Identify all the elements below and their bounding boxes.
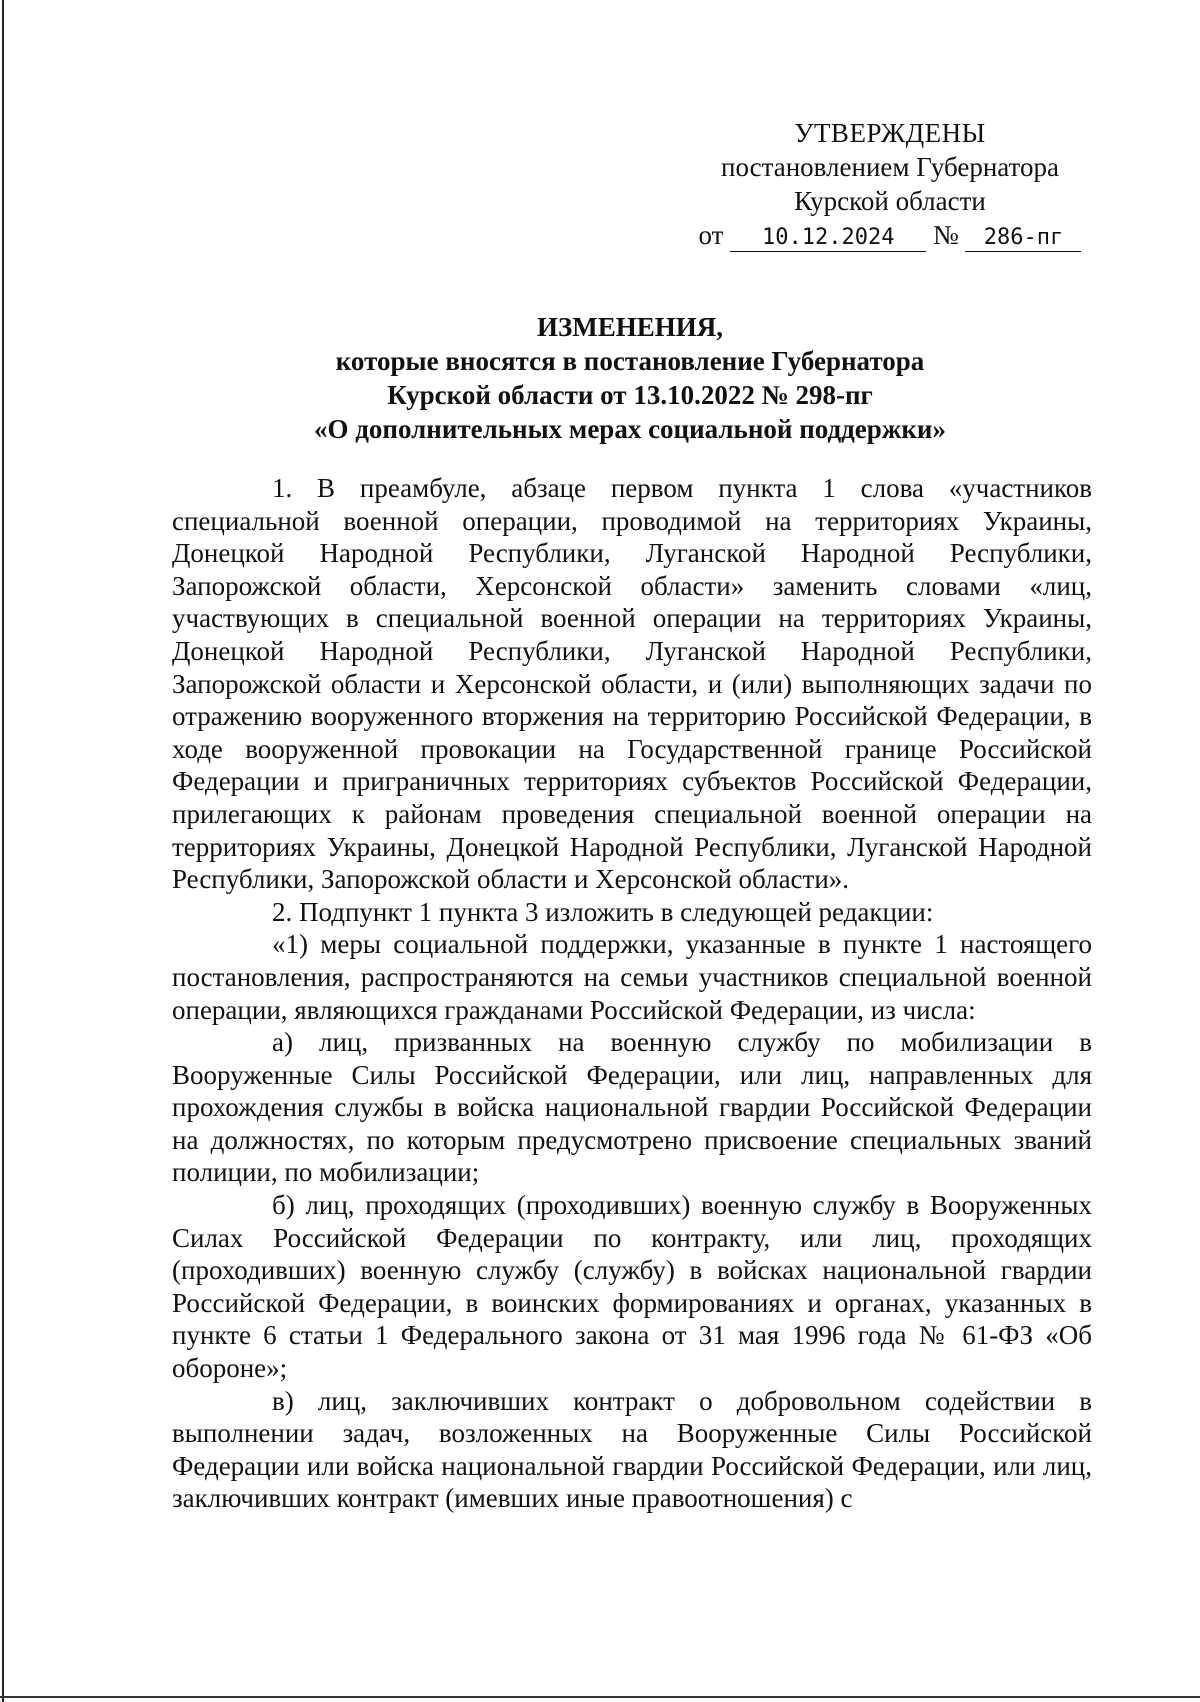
document-body [172,472,1092,1515]
approval-heading: УТВЕРЖДЕНЫ [794,118,986,148]
approval-line-1: постановлением Губернатора [721,152,1059,182]
title-line-4: «О дополнительных мерах социальной поддержки» [314,414,946,444]
document-title [170,310,1090,446]
approval-date-line [690,218,1090,252]
paragraph-5: б) лиц, проходящих (проходивших) военную службу в Вооруженных Силах Российской Федерации по контракту, или лиц, проходящих (проходивших) военную службу (службу) в войсках национальной гвардии Российской Федерации, в воинских формированиях и органах, указанных в пункте 6 статьи 1 Федерального закона от 31 мая 1996 года № 61-ФЗ «Об обороне»; [172,1190,1092,1384]
paragraph-2: 2. Подпункт 1 пункта 3 изложить в следующей редакции: [272,896,934,927]
scan-edge-bottom [0,1696,1200,1698]
title-line-3: Курской области от 13.10.2022 № 298-пг [387,380,873,410]
approval-number: 286-пг [965,225,1081,252]
paragraph-3: «1) меры социальной поддержки, указанные в пункте 1 настоящего постановления, распространяются на семьи участников специальной военной операции, являющихся гражданами Российской Федерации, из числа: [172,929,1092,1025]
title-line-1: ИЗМЕНЕНИЯ, [536,312,723,342]
date-prefix: от [698,220,724,250]
scan-edge-left [2,0,4,1702]
number-prefix: № [932,220,959,250]
title-line-2: которые вносятся в постановление Губернатора [335,346,925,376]
paragraph-6: в) лиц, заключивших контракт о добровольном содействии в выполнении задач, возложенных на Вооруженные Силы Российской Федерации или войска национальной гвардии Российской Федерации, или лиц, заключивших контракт (имевших иные правоотношения) с [172,1385,1092,1514]
approval-stamp-block [690,116,1090,252]
paragraph-4: а) лиц, призванных на военную службу по мобилизации в Вооруженные Силы Российской Федерации, или лиц, направленных для прохождения службы в войска национальной гвардии Российской Федерации на должностях, по которым предусмотрено присвоение специальных званий полиции, по мобилизации; [172,1027,1092,1188]
approval-line-2: Курской области [794,186,986,216]
approval-date: 10.12.2024 [730,225,926,252]
paragraph-1: 1. В преамбуле, абзаце первом пункта 1 слова «участников специальной военной операции, проводимой на территориях Украины, Донецкой Народной Республики, Луганской Народной Республики, Запорожской области, Херсонской области» заменить словами «лиц, участвующих в специальной военной операции на территориях Украины, Донецкой Народной Республики, Луганской Народной Республики, Запорожской области и Херсонской области, и (или) выполняющих задачи по отражению вооруженного вторжения на территорию Российской Федерации, в ходе вооруженной провокации на Государственной границе Российской Федерации и приграничных территориях субъектов Российской Федерации, прилегающих к районам проведения специальной военной операции на территориях Украины, Донецкой Народной Республики, Луганской Народной Республики, Запорожской области и Херсонской области». [172,473,1092,895]
